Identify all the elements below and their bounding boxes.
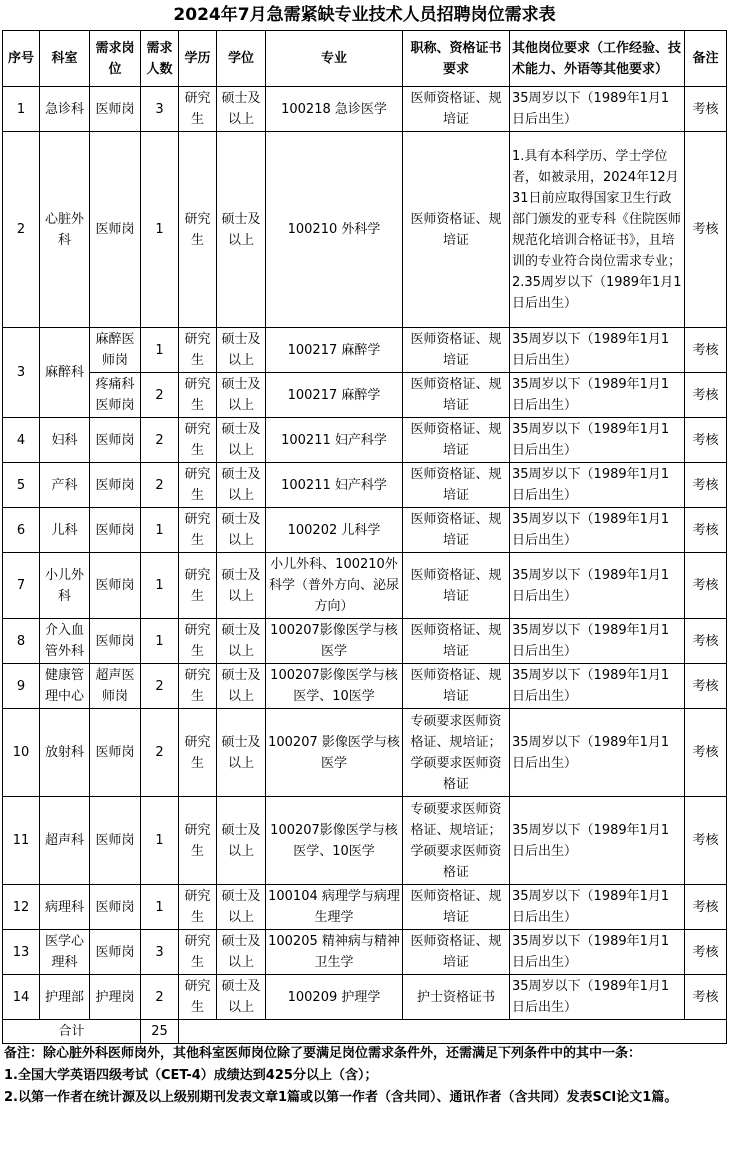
cell-cert: 医师资格证、规培证 bbox=[403, 885, 510, 930]
table-row bbox=[3, 463, 727, 508]
cell-degree: 硕士及以上 bbox=[217, 508, 266, 553]
cell-post: 医师岗 bbox=[90, 619, 141, 664]
cell-other: 35周岁以下（1989年1月1日后出生） bbox=[510, 885, 685, 930]
table-row bbox=[3, 87, 727, 132]
table-row bbox=[3, 885, 727, 930]
cell-edu: 研究生 bbox=[179, 463, 217, 508]
cell-major: 100211 妇产科学 bbox=[266, 418, 403, 463]
header-dept: 科室 bbox=[40, 31, 90, 87]
cell-other: 35周岁以下（1989年1月1日后出生） bbox=[510, 797, 685, 885]
cell-degree: 硕士及以上 bbox=[217, 418, 266, 463]
cell-count: 1 bbox=[141, 885, 179, 930]
cell-cert: 医师资格证、规培证 bbox=[403, 463, 510, 508]
table-row bbox=[3, 709, 727, 797]
total-row bbox=[3, 1020, 727, 1044]
cell-no: 11 bbox=[3, 797, 40, 885]
recruitment-table bbox=[2, 30, 727, 1044]
total-empty bbox=[179, 1020, 727, 1044]
cell-major: 100202 儿科学 bbox=[266, 508, 403, 553]
cell-major: 100207 影像医学与核医学 bbox=[266, 709, 403, 797]
cell-other: 35周岁以下（1989年1月1日后出生） bbox=[510, 619, 685, 664]
header-post: 需求岗位 bbox=[90, 31, 141, 87]
cell-major: 100207影像医学与核医学 bbox=[266, 619, 403, 664]
cell-degree: 硕士及以上 bbox=[217, 553, 266, 619]
cell-post: 麻醉医师岗 bbox=[90, 328, 141, 373]
cell-degree: 硕士及以上 bbox=[217, 930, 266, 975]
total-label: 合计 bbox=[3, 1020, 141, 1044]
cell-degree: 硕士及以上 bbox=[217, 664, 266, 709]
cell-major: 100207影像医学与核医学、10医学 bbox=[266, 664, 403, 709]
header-degree: 学位 bbox=[217, 31, 266, 87]
cell-count: 1 bbox=[141, 508, 179, 553]
cell-major: 小儿外科、100210外科学（普外方向、泌尿方向） bbox=[266, 553, 403, 619]
cell-cert: 医师资格证、规培证 bbox=[403, 87, 510, 132]
table-row bbox=[3, 797, 727, 885]
table-row bbox=[3, 664, 727, 709]
cell-count: 2 bbox=[141, 418, 179, 463]
cell-degree: 硕士及以上 bbox=[217, 797, 266, 885]
cell-count: 2 bbox=[141, 463, 179, 508]
cell-other: 35周岁以下（1989年1月1日后出生） bbox=[510, 709, 685, 797]
cell-post: 医师岗 bbox=[90, 132, 141, 328]
cell-no: 12 bbox=[3, 885, 40, 930]
cell-edu: 研究生 bbox=[179, 553, 217, 619]
cell-edu: 研究生 bbox=[179, 87, 217, 132]
cell-dept: 医学心理科 bbox=[40, 930, 90, 975]
cell-dept: 小儿外科 bbox=[40, 553, 90, 619]
cell-dept: 病理科 bbox=[40, 885, 90, 930]
cell-degree: 硕士及以上 bbox=[217, 619, 266, 664]
cell-post: 超声医师岗 bbox=[90, 664, 141, 709]
cell-dept: 护理部 bbox=[40, 975, 90, 1020]
cell-other: 35周岁以下（1989年1月1日后出生） bbox=[510, 664, 685, 709]
cell-major: 100209 护理学 bbox=[266, 975, 403, 1020]
cell-cert: 专硕要求医师资格证、规培证；学硕要求医师资格证 bbox=[403, 797, 510, 885]
cell-post: 疼痛科医师岗 bbox=[90, 373, 141, 418]
cell-post: 医师岗 bbox=[90, 553, 141, 619]
cell-other: 35周岁以下（1989年1月1日后出生） bbox=[510, 328, 685, 373]
cell-other: 35周岁以下（1989年1月1日后出生） bbox=[510, 508, 685, 553]
cell-count: 1 bbox=[141, 619, 179, 664]
cell-post: 医师岗 bbox=[90, 418, 141, 463]
cell-degree: 硕士及以上 bbox=[217, 709, 266, 797]
cell-dept: 超声科 bbox=[40, 797, 90, 885]
cell-other: 35周岁以下（1989年1月1日后出生） bbox=[510, 373, 685, 418]
cell-remark: 考核 bbox=[685, 87, 727, 132]
cell-post: 医师岗 bbox=[90, 797, 141, 885]
cell-count: 2 bbox=[141, 373, 179, 418]
cell-degree: 硕士及以上 bbox=[217, 328, 266, 373]
cell-cert: 医师资格证、规培证 bbox=[403, 328, 510, 373]
cell-major: 100218 急诊医学 bbox=[266, 87, 403, 132]
cell-no: 2 bbox=[3, 132, 40, 328]
cell-major: 100217 麻醉学 bbox=[266, 373, 403, 418]
cell-no: 3 bbox=[3, 328, 40, 418]
cell-cert: 医师资格证、规培证 bbox=[403, 508, 510, 553]
cell-edu: 研究生 bbox=[179, 418, 217, 463]
cell-cert: 医师资格证、规培证 bbox=[403, 132, 510, 328]
cell-remark: 考核 bbox=[685, 930, 727, 975]
cell-major: 100217 麻醉学 bbox=[266, 328, 403, 373]
cell-dept: 介入血管外科 bbox=[40, 619, 90, 664]
notes-item-1: 1.全国大学英语四级考试（CET-4）成绩达到425分以上（含）； bbox=[4, 1068, 378, 1083]
cell-count: 1 bbox=[141, 797, 179, 885]
cell-major: 100104 病理学与病理生理学 bbox=[266, 885, 403, 930]
cell-dept: 妇科 bbox=[40, 418, 90, 463]
cell-no: 4 bbox=[3, 418, 40, 463]
cell-other: 35周岁以下（1989年1月1日后出生） bbox=[510, 975, 685, 1020]
cell-edu: 研究生 bbox=[179, 930, 217, 975]
cell-edu: 研究生 bbox=[179, 664, 217, 709]
cell-remark: 考核 bbox=[685, 553, 727, 619]
header-count: 需求人数 bbox=[141, 31, 179, 87]
cell-edu: 研究生 bbox=[179, 508, 217, 553]
header-other: 其他岗位要求（工作经验、技术能力、外语等其他要求） bbox=[510, 31, 685, 87]
cell-post: 医师岗 bbox=[90, 463, 141, 508]
cell-other: 35周岁以下（1989年1月1日后出生） bbox=[510, 463, 685, 508]
cell-remark: 考核 bbox=[685, 418, 727, 463]
cell-major: 100207影像医学与核医学、10医学 bbox=[266, 797, 403, 885]
header-no: 序号 bbox=[3, 31, 40, 87]
cell-count: 2 bbox=[141, 664, 179, 709]
cell-no: 13 bbox=[3, 930, 40, 975]
cell-major: 100210 外科学 bbox=[266, 132, 403, 328]
cell-cert: 医师资格证、规培证 bbox=[403, 619, 510, 664]
header-edu: 学历 bbox=[179, 31, 217, 87]
cell-cert: 医师资格证、规培证 bbox=[403, 664, 510, 709]
table-row bbox=[3, 508, 727, 553]
cell-remark: 考核 bbox=[685, 132, 727, 328]
cell-edu: 研究生 bbox=[179, 619, 217, 664]
header-cert: 职称、资格证书要求 bbox=[403, 31, 510, 87]
notes-item-2: 2.以第一作者在统计源及以上级别期刊发表文章1篇或以第一作者（含共同）、通讯作者（含共同）发表SCI论文1篇。 bbox=[4, 1090, 678, 1105]
cell-post: 医师岗 bbox=[90, 885, 141, 930]
cell-no: 1 bbox=[3, 87, 40, 132]
cell-no: 6 bbox=[3, 508, 40, 553]
notes-lead: 备注：除心脏外科医师岗外，其他科室医师岗位除了要满足岗位需求条件外，还需满足下列条件中的其中一条： bbox=[4, 1046, 642, 1061]
cell-remark: 考核 bbox=[685, 709, 727, 797]
cell-remark: 考核 bbox=[685, 328, 727, 373]
cell-major: 100205 精神病与精神卫生学 bbox=[266, 930, 403, 975]
cell-degree: 硕士及以上 bbox=[217, 87, 266, 132]
cell-no: 14 bbox=[3, 975, 40, 1020]
notes bbox=[4, 1043, 724, 1109]
cell-edu: 研究生 bbox=[179, 797, 217, 885]
cell-dept: 产科 bbox=[40, 463, 90, 508]
table-row bbox=[3, 132, 727, 328]
total-count: 25 bbox=[141, 1020, 179, 1044]
cell-no: 10 bbox=[3, 709, 40, 797]
header-remark: 备注 bbox=[685, 31, 727, 87]
cell-major: 100211 妇产科学 bbox=[266, 463, 403, 508]
cell-remark: 考核 bbox=[685, 885, 727, 930]
cell-post: 护理岗 bbox=[90, 975, 141, 1020]
table-row bbox=[3, 553, 727, 619]
cell-degree: 硕士及以上 bbox=[217, 132, 266, 328]
cell-remark: 考核 bbox=[685, 664, 727, 709]
page-title: 2024年7月急需紧缺专业技术人员招聘岗位需求表 bbox=[173, 5, 556, 25]
cell-edu: 研究生 bbox=[179, 885, 217, 930]
cell-degree: 硕士及以上 bbox=[217, 373, 266, 418]
cell-no: 5 bbox=[3, 463, 40, 508]
cell-edu: 研究生 bbox=[179, 132, 217, 328]
cell-dept: 麻醉科 bbox=[40, 328, 90, 418]
table-row bbox=[3, 975, 727, 1020]
cell-dept: 放射科 bbox=[40, 709, 90, 797]
table-row bbox=[3, 619, 727, 664]
table-row bbox=[3, 930, 727, 975]
cell-other: 35周岁以下（1989年1月1日后出生） bbox=[510, 418, 685, 463]
cell-count: 3 bbox=[141, 87, 179, 132]
cell-cert: 医师资格证、规培证 bbox=[403, 373, 510, 418]
cell-remark: 考核 bbox=[685, 373, 727, 418]
cell-cert: 专硕要求医师资格证、规培证；学硕要求医师资格证 bbox=[403, 709, 510, 797]
cell-post: 医师岗 bbox=[90, 508, 141, 553]
cell-no: 8 bbox=[3, 619, 40, 664]
cell-no: 9 bbox=[3, 664, 40, 709]
cell-dept: 健康管理中心 bbox=[40, 664, 90, 709]
cell-count: 1 bbox=[141, 132, 179, 328]
cell-other: 35周岁以下（1989年1月1日后出生） bbox=[510, 87, 685, 132]
cell-count: 3 bbox=[141, 930, 179, 975]
cell-degree: 硕士及以上 bbox=[217, 463, 266, 508]
table-header bbox=[3, 31, 727, 87]
header-major: 专业 bbox=[266, 31, 403, 87]
cell-cert: 医师资格证、规培证 bbox=[403, 930, 510, 975]
cell-remark: 考核 bbox=[685, 508, 727, 553]
cell-count: 1 bbox=[141, 328, 179, 373]
cell-cert: 医师资格证、规培证 bbox=[403, 418, 510, 463]
cell-remark: 考核 bbox=[685, 463, 727, 508]
cell-remark: 考核 bbox=[685, 619, 727, 664]
table-row bbox=[3, 418, 727, 463]
cell-remark: 考核 bbox=[685, 797, 727, 885]
cell-other: 35周岁以下（1989年1月1日后出生） bbox=[510, 930, 685, 975]
cell-other: 1.具有本科学历、学士学位者，如被录用，2024年12月31日前应取得国家卫生行政部门颁发的亚专科《住院医师规范化培训合格证书》，且培训的专业符合岗位需求专业；2.35周岁以下（1989年1月1日后出生） bbox=[510, 132, 685, 328]
cell-dept: 儿科 bbox=[40, 508, 90, 553]
cell-count: 2 bbox=[141, 709, 179, 797]
cell-dept: 急诊科 bbox=[40, 87, 90, 132]
cell-edu: 研究生 bbox=[179, 975, 217, 1020]
cell-edu: 研究生 bbox=[179, 709, 217, 797]
cell-post: 医师岗 bbox=[90, 930, 141, 975]
cell-edu: 研究生 bbox=[179, 373, 217, 418]
cell-no: 7 bbox=[3, 553, 40, 619]
cell-count: 1 bbox=[141, 553, 179, 619]
cell-dept: 心脏外科 bbox=[40, 132, 90, 328]
cell-post: 医师岗 bbox=[90, 87, 141, 132]
cell-degree: 硕士及以上 bbox=[217, 885, 266, 930]
cell-post: 医师岗 bbox=[90, 709, 141, 797]
cell-edu: 研究生 bbox=[179, 328, 217, 373]
cell-cert: 医师资格证、规培证 bbox=[403, 553, 510, 619]
cell-cert: 护士资格证书 bbox=[403, 975, 510, 1020]
table-row bbox=[3, 328, 727, 373]
cell-other: 35周岁以下（1989年1月1日后出生） bbox=[510, 553, 685, 619]
table-row bbox=[3, 373, 727, 418]
cell-count: 2 bbox=[141, 975, 179, 1020]
cell-remark: 考核 bbox=[685, 975, 727, 1020]
cell-degree: 硕士及以上 bbox=[217, 975, 266, 1020]
